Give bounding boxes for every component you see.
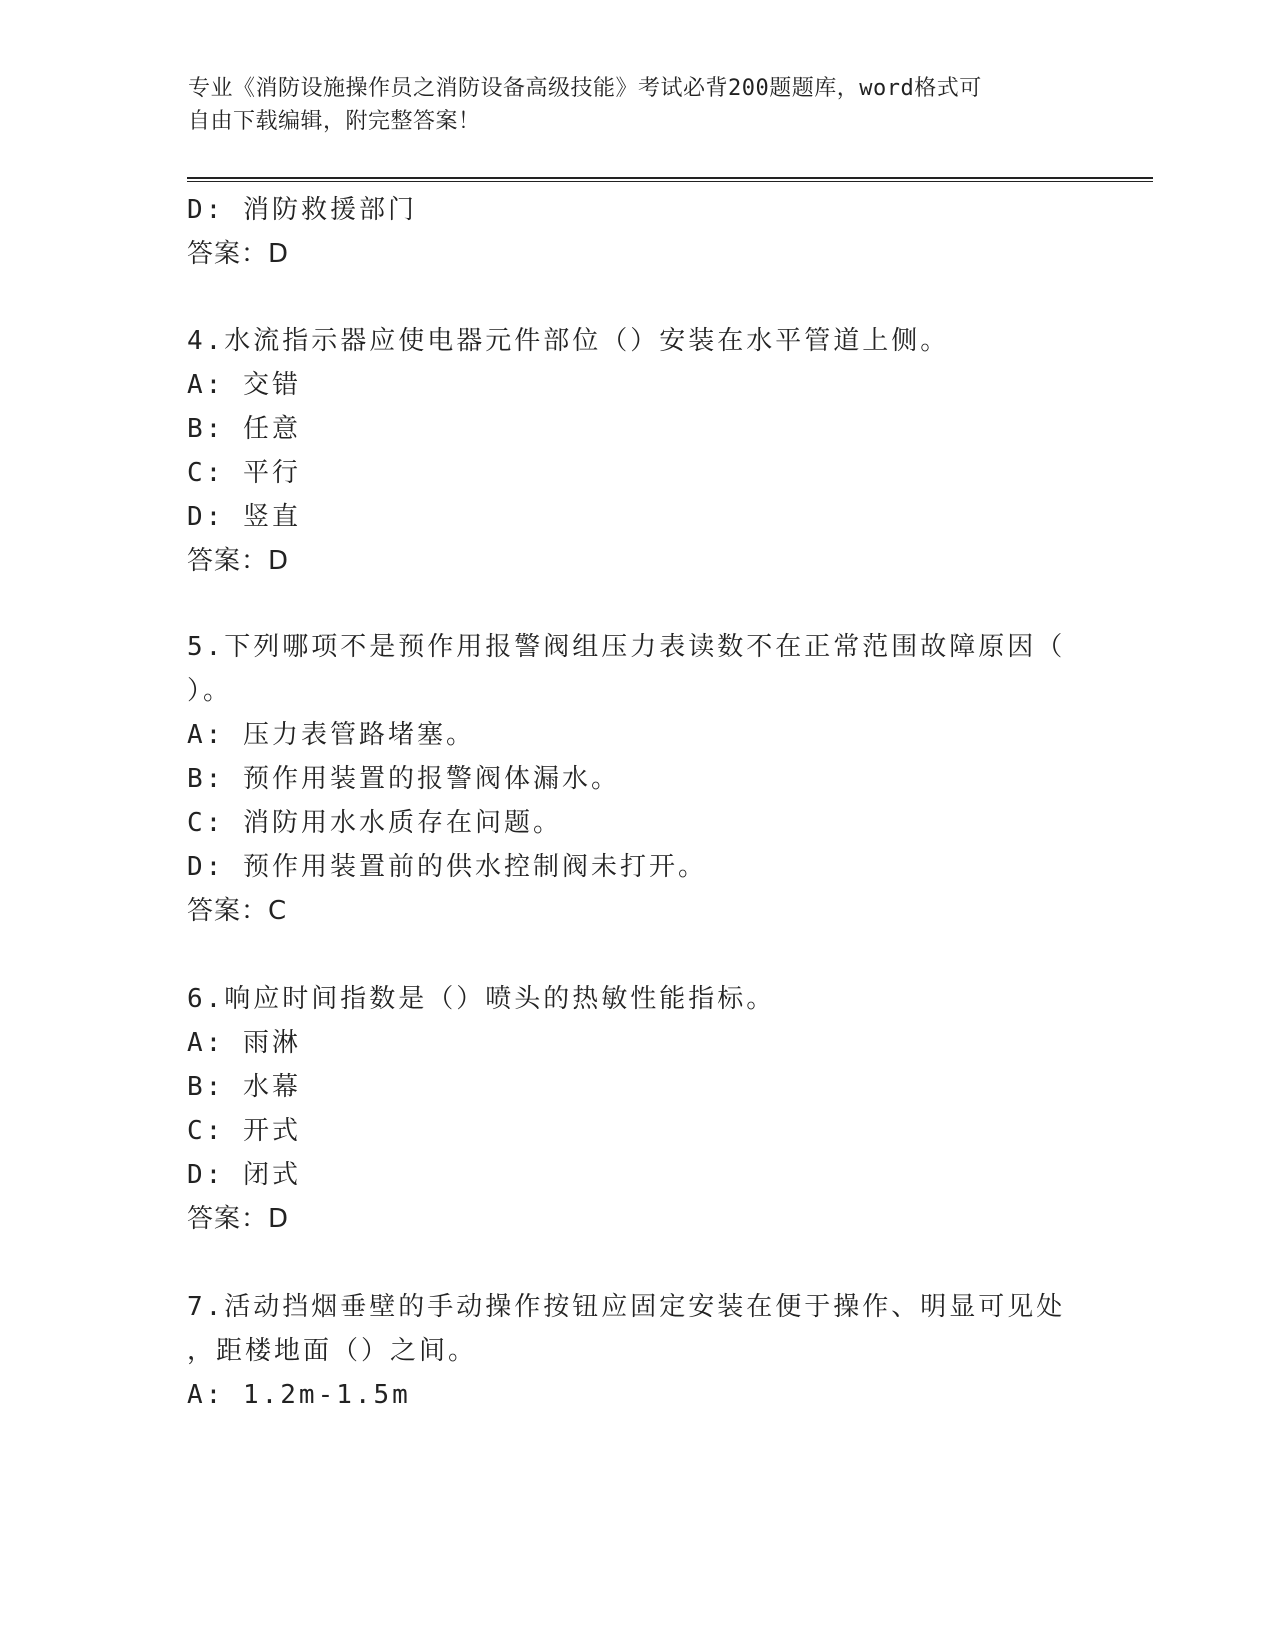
q4-option-d: D: 竖直 bbox=[187, 502, 301, 532]
document-header bbox=[188, 72, 1068, 138]
q4-answer: 答案：D bbox=[187, 546, 290, 576]
q6-option-d: D: 闭式 bbox=[187, 1160, 301, 1190]
q5-stem-line-2: ）。 bbox=[187, 676, 233, 706]
q6-option-a: A: 雨淋 bbox=[187, 1028, 301, 1058]
q6-option-c: C: 开式 bbox=[187, 1116, 301, 1146]
q7-stem-line-1: 7.活动挡烟垂壁的手动操作按钮应固定安装在便于操作、明显可见处 bbox=[187, 1292, 1066, 1322]
q4-option-c: C: 平行 bbox=[187, 458, 301, 488]
q5-option-a: A: 压力表管路堵塞。 bbox=[187, 720, 475, 750]
q7-option-a: A: 1.2m-1.5m bbox=[187, 1380, 411, 1410]
q6-stem: 6.响应时间指数是（）喷头的热敏性能指标。 bbox=[187, 984, 776, 1014]
q5-answer: 答案：C bbox=[187, 896, 288, 926]
q4-option-b: B: 任意 bbox=[187, 414, 301, 444]
header-rule-thick bbox=[187, 177, 1153, 179]
prev-option-d: D: 消防救援部门 bbox=[187, 195, 417, 225]
q6-answer: 答案：D bbox=[187, 1204, 290, 1234]
q5-stem-line-1: 5.下列哪项不是预作用报警阀组压力表读数不在正常范围故障原因（ bbox=[187, 632, 1066, 662]
q4-option-a: A: 交错 bbox=[187, 370, 301, 400]
q6-option-b: B: 水幕 bbox=[187, 1072, 301, 1102]
q5-option-c: C: 消防用水水质存在问题。 bbox=[187, 808, 562, 838]
prev-answer: 答案：D bbox=[187, 239, 290, 269]
header-rule-thin bbox=[187, 181, 1153, 182]
q7-stem-line-2: ，距楼地面（）之间。 bbox=[187, 1336, 478, 1366]
q4-stem: 4.水流指示器应使电器元件部位（）安装在水平管道上侧。 bbox=[187, 326, 950, 356]
header-line-1: 专业《消防设施操作员之消防设备高级技能》考试必背200题题库，word格式可 bbox=[188, 76, 982, 101]
q5-option-b: B: 预作用装置的报警阀体漏水。 bbox=[187, 764, 620, 794]
header-line-2: 自由下载编辑，附完整答案！ bbox=[188, 109, 481, 134]
q5-option-d: D: 预作用装置前的供水控制阀未打开。 bbox=[187, 852, 707, 882]
